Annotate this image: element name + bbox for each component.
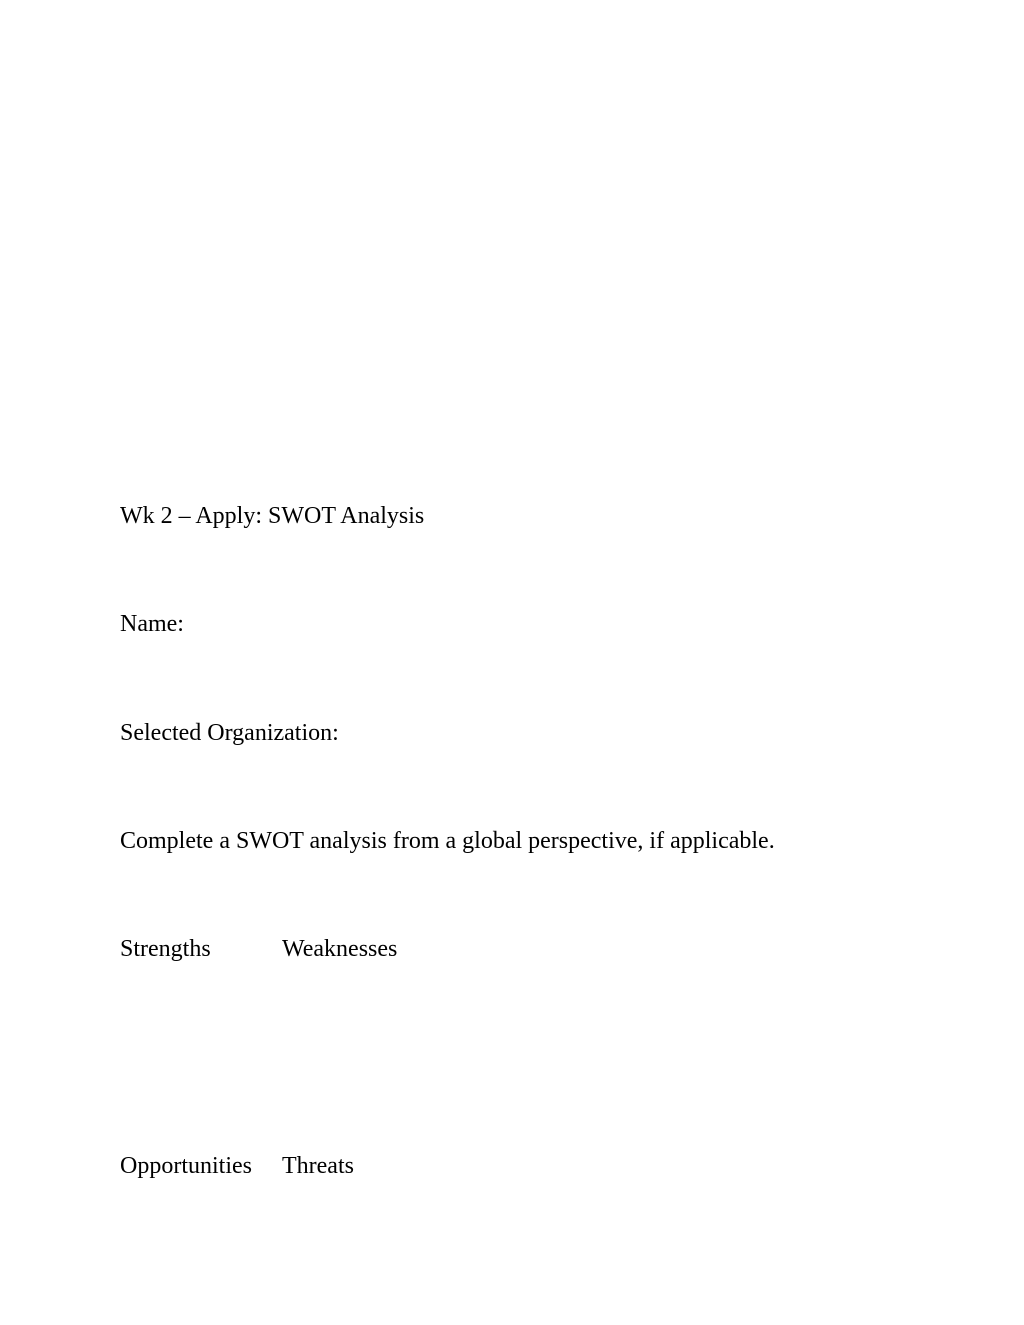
weaknesses-heading: Weaknesses [282, 936, 398, 962]
instructions-text: Complete a SWOT analysis from a global perspective, if applicable. [120, 828, 775, 854]
opportunities-heading: Opportunities [120, 1153, 252, 1179]
threats-heading: Threats [282, 1153, 354, 1179]
document-title: Wk 2 – Apply: SWOT Analysis [120, 503, 425, 529]
selected-organization-label: Selected Organization: [120, 720, 339, 746]
name-label: Name: [120, 611, 184, 637]
strengths-heading: Strengths [120, 936, 211, 962]
